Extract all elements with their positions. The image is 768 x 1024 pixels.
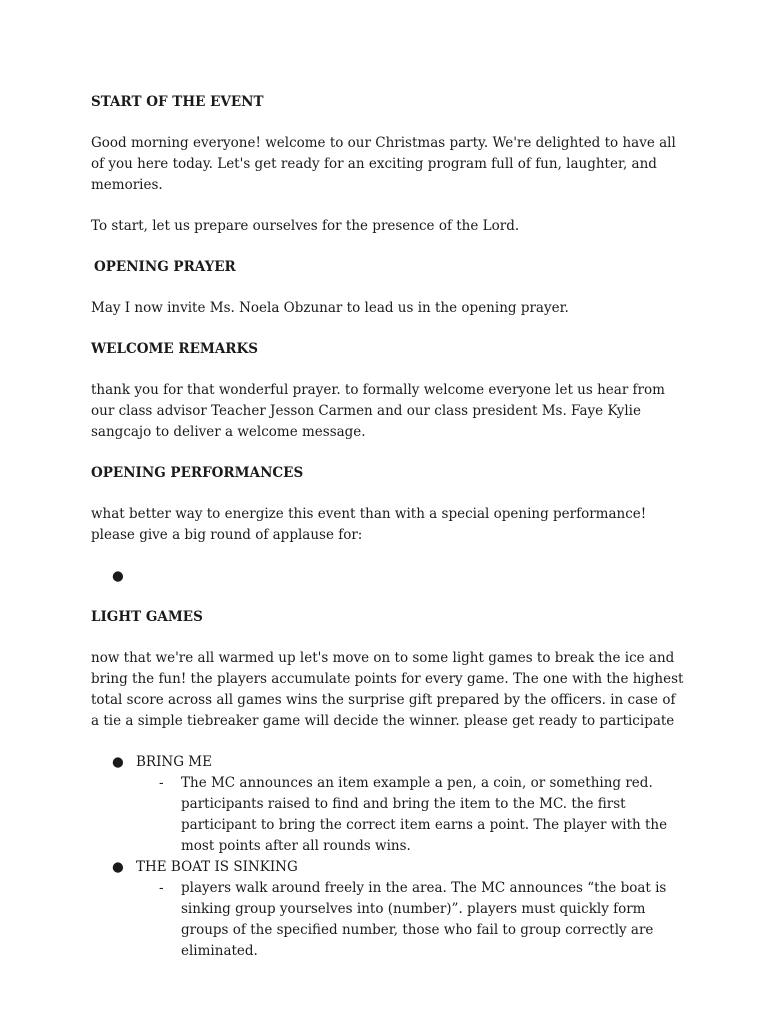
heading-opening-prayer: OPENING PRAYER: [94, 259, 236, 275]
bullet-icon: ●: [112, 568, 124, 584]
game-description: players walk around freely in the area. The MC announces “the boat is sinking group yourselves into (number)”. players must quickly form groups of the specified number, those who fail to group correctly are eliminated.: [181, 880, 667, 959]
dash-icon: -: [159, 775, 164, 791]
dash-icon: -: [159, 880, 164, 896]
paragraph-opening-performance: what better way to energize this event than with a special opening performance! please give a big round of applause for:: [91, 506, 647, 543]
heading-light-games: LIGHT GAMES: [91, 609, 203, 625]
document-content: [91, 92, 687, 982]
list-item: [136, 878, 687, 962]
paragraph-welcome-greeting: Good morning everyone! welcome to our Christmas party. We're delighted to have all of you here today. Let's get ready for an exciting program full of fun, laughter, and memories.: [91, 135, 676, 193]
bullet-icon: ●: [112, 859, 124, 875]
game-details: [136, 773, 687, 857]
paragraph-invite-prayer: May I now invite Ms. Noela Obzunar to lead us in the opening prayer.: [91, 300, 569, 316]
game-name: BRING ME: [136, 754, 212, 770]
performance-list: [91, 566, 687, 587]
list-item: [91, 752, 687, 857]
games-list: [91, 752, 687, 962]
game-description: The MC announces an item example a pen, a coin, or something red. participants raised to find and bring the item to the MC. the first participant to bring the correct item earns a point. The player with the most points after all rounds wins.: [181, 775, 668, 854]
heading-opening-performances: OPENING PERFORMANCES: [91, 465, 304, 481]
paragraph-light-games: now that we're all warmed up let's move on to some light games to break the ice and bring the fun! the players accumulate points for every game. The one with the highest total score across all games wins the surprise gift prepared by the officers. in case of a tie a simple tiebreaker game will decide the winner. please get ready to participate: [91, 650, 684, 729]
paragraph-welcome-remarks: thank you for that wonderful prayer. to formally welcome everyone let us hear from our class advisor Teacher Jesson Carmen and our class president Ms. Faye Kylie sangcajo to deliver a welcome message.: [91, 382, 665, 440]
heading-start-of-event: START OF THE EVENT: [91, 94, 264, 110]
list-item: [136, 773, 687, 857]
list-item: [91, 857, 687, 962]
heading-welcome-remarks: WELCOME REMARKS: [91, 341, 259, 357]
list-item: [91, 566, 687, 587]
bullet-icon: ●: [112, 754, 124, 770]
game-details: [136, 878, 687, 962]
paragraph-prepare-presence: To start, let us prepare ourselves for the presence of the Lord.: [91, 218, 520, 234]
game-name: THE BOAT IS SINKING: [136, 859, 298, 875]
